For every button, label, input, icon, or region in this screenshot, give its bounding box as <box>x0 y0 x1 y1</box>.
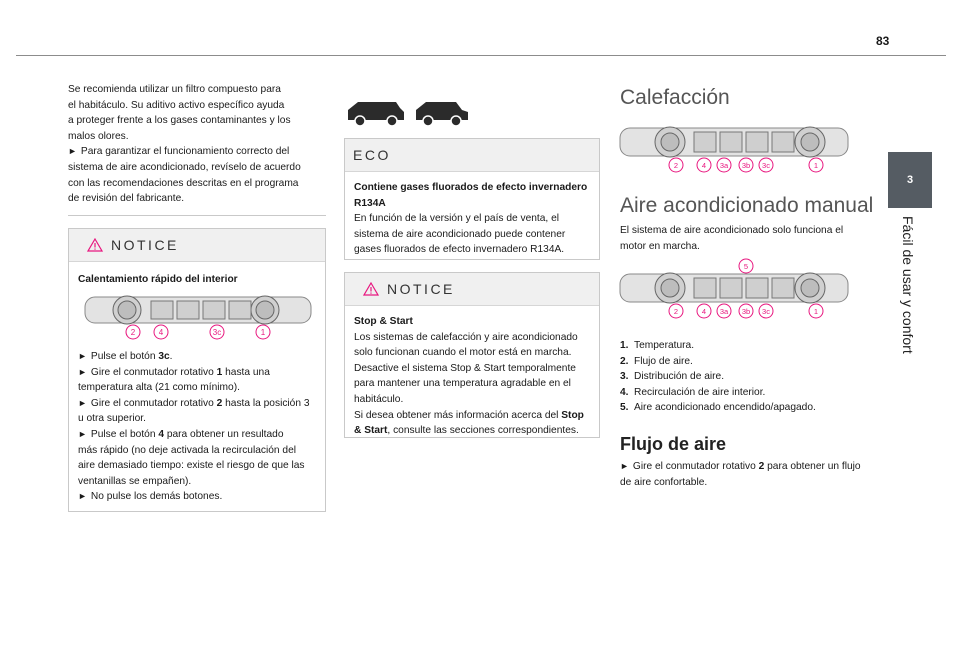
arrow-right-icon: ► <box>620 461 629 471</box>
notice-box-stop-start <box>344 272 600 438</box>
list-item: 3. Distribución de aire. <box>620 371 725 383</box>
callout-label: 3a <box>719 161 729 170</box>
notice-heading: NOTICE <box>111 237 179 253</box>
notice-header <box>69 229 325 262</box>
notice-title: Calentamiento rápido del interior <box>78 274 238 285</box>
ac-intro <box>620 223 870 254</box>
notice-heading: NOTICE <box>387 281 455 297</box>
callout-label: 2 <box>673 161 679 170</box>
vehicle-silhouettes-icon <box>344 98 474 128</box>
intro-line: el habitáculo. Su aditivo activo específico ayuda <box>68 99 285 111</box>
air-flow-line: ► Gire el conmutador rotativo 2 para obtener un flujo <box>620 461 861 472</box>
page-number: 83 <box>876 34 890 48</box>
list-item: 2. Flujo de aire. <box>620 355 693 367</box>
callout-label: 1 <box>813 307 819 316</box>
callout-label: 1 <box>813 161 819 170</box>
intro-bullet-line: sistema de aire acondicionado, revíselo de acuerdo <box>68 161 301 173</box>
notice-line: & Start, consulte las secciones correspondientes. <box>354 425 579 437</box>
step-cont: aire demasiado tiempo: existe el riesgo de que las <box>78 460 305 472</box>
intro-bullet: ► Para garantizar el funcionamiento correcto del <box>68 146 290 158</box>
eco-bold-line: Contiene gases fluorados de efecto invernadero <box>354 182 588 193</box>
intro-line: Se recomienda utilizar un filtro compuesto para <box>68 84 281 95</box>
step-cont: más rápido (no deje activada la recirculación del <box>78 444 297 456</box>
notice-line: Si desea obtener más información acerca del Stop <box>354 409 584 421</box>
eco-line: sistema de aire acondicionado puede contener <box>354 228 566 240</box>
heading-manual-ac: Aire acondicionado manual <box>620 194 874 217</box>
eco-heading: ECO <box>353 147 391 163</box>
step: ► No pulse los demás botones. <box>78 491 223 503</box>
air-flow-text <box>620 459 880 490</box>
air-flow-line: de aire confortable. <box>620 476 708 488</box>
notice-line: para mantener una temperatura agradable en el <box>354 378 571 390</box>
eco-line: En función de la versión y el país de venta, el <box>354 213 560 225</box>
callout-label: 3c <box>762 161 770 170</box>
ac-intro-line: El sistema de aire acondicionado solo funciona el <box>620 225 844 236</box>
step: ► Pulse el botón 3c. <box>78 351 173 362</box>
step: ► Pulse el botón 4 para obtener un resultado <box>78 428 284 440</box>
list-item: 1. Temperatura. <box>620 340 695 351</box>
list-item: 5. Aire acondicionado encendido/apagado. <box>620 402 816 414</box>
header-rule <box>16 55 946 56</box>
warning-triangle-icon <box>87 238 103 252</box>
notice-line: habitáculo. <box>354 393 404 405</box>
step-cont: temperatura alta (21 como mínimo). <box>78 382 240 394</box>
eco-header <box>345 139 599 172</box>
heading-heating: Calefacción <box>620 86 730 109</box>
intro-bullet-line: de revisión del fabricante. <box>68 193 185 205</box>
step: ► Gire el conmutador rotativo 2 hasta la posición 3 <box>78 397 310 409</box>
callout-label: 4 <box>701 307 707 316</box>
callout-label: 1 <box>260 328 266 337</box>
callout-label: 4 <box>158 328 164 337</box>
callout-label: 3b <box>741 307 751 316</box>
notice-line: Los sistemas de calefacción y aire acondicionado <box>354 331 578 343</box>
arrow-right-icon: ► <box>78 351 87 361</box>
intro-line: malos olores. <box>68 130 129 142</box>
arrow-right-icon: ► <box>78 491 87 502</box>
step-cont: ventanillas se empañen). <box>78 475 192 487</box>
callout-label: 2 <box>673 307 679 316</box>
notice-line: solo funcionan cuando el motor está en marcha. <box>354 347 572 359</box>
notice-title: Stop & Start <box>354 316 413 327</box>
callout-label: 2 <box>130 328 136 337</box>
ac-intro-line: motor en marcha. <box>620 240 700 252</box>
notice-header <box>345 273 599 306</box>
eco-box <box>344 138 600 260</box>
filter-note <box>68 72 326 216</box>
callout-label: 3a <box>719 307 729 316</box>
notice-line: Desactive el sistema Stop & Start temporalmente <box>354 362 576 374</box>
legend-list <box>620 338 870 416</box>
eco-bold-line: R134A <box>354 197 386 209</box>
intro-line: a proteger frente a los gases contaminantes y los <box>68 115 291 127</box>
intro-bullet-line: con las recomendaciones descritas en el programa <box>68 177 299 189</box>
arrow-right-icon: ► <box>78 366 87 377</box>
callout-label: 4 <box>701 161 707 170</box>
callout-label: 3c <box>762 307 770 316</box>
arrow-right-icon: ► <box>78 428 87 439</box>
quick-heat-steps <box>78 349 322 505</box>
arrow-right-icon: ► <box>78 397 87 408</box>
control-panel-illustration <box>83 291 313 341</box>
chapter-tab[interactable]: 3 <box>888 152 932 208</box>
ac-panel-illustration <box>618 258 850 320</box>
list-item: 4. Recirculación de aire interior. <box>620 386 766 398</box>
callout-label: 3b <box>741 161 751 170</box>
step-cont: u otra superior. <box>78 413 146 425</box>
step: ► Gire el conmutador rotativo 1 hasta una <box>78 366 270 378</box>
eco-line: gases fluorados de efecto invernadero R134A. <box>354 244 565 256</box>
heading-air-flow: Flujo de aire <box>620 434 727 454</box>
callout-label: 3c <box>212 328 222 337</box>
notice-box-quick-heat <box>68 228 326 512</box>
heating-panel-illustration <box>618 122 850 174</box>
arrow-right-icon: ► <box>68 146 77 157</box>
chapter-title: Fácil de usar y confort <box>900 216 916 354</box>
warning-triangle-icon <box>363 282 379 296</box>
chapter-title-wrap <box>898 216 916 376</box>
callout-label: 5 <box>743 262 749 271</box>
